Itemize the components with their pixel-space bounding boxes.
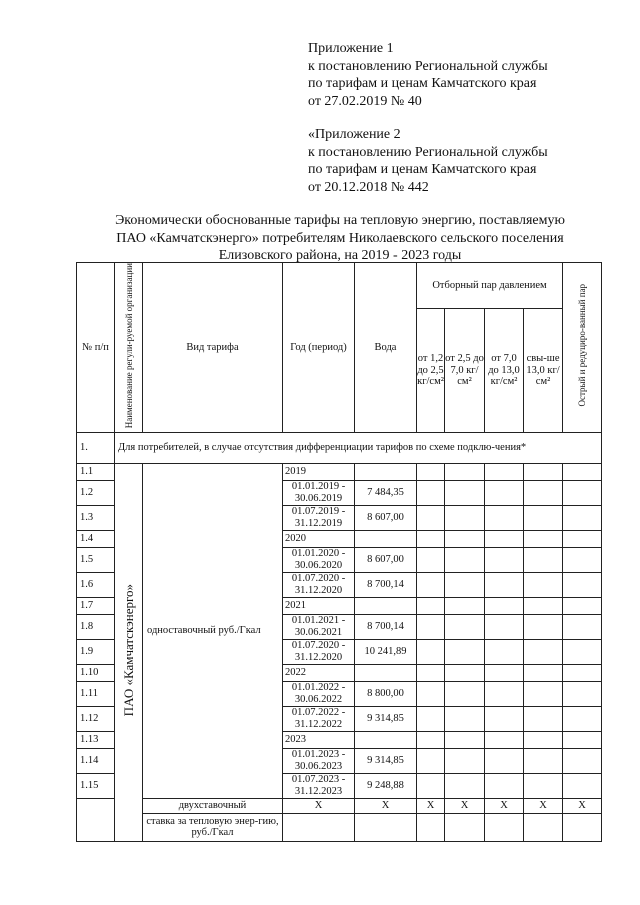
row-empty-cell xyxy=(445,639,485,664)
row-period: 01.07.2022 - 31.12.2022 xyxy=(283,706,355,731)
two-part-label: двухставочный xyxy=(143,798,283,813)
two-part-x-mark: X xyxy=(355,798,417,813)
row-empty-cell xyxy=(524,639,563,664)
two-part-x-mark: X xyxy=(445,798,485,813)
row-empty-cell xyxy=(485,597,524,614)
header-steam-1 xyxy=(417,309,445,432)
row-num: 1.13 xyxy=(77,731,115,748)
row-empty-cell xyxy=(445,614,485,639)
row-empty-cell xyxy=(417,597,445,614)
row-period: 01.01.2023 - 30.06.2023 xyxy=(283,748,355,773)
row-empty-cell xyxy=(485,639,524,664)
heat-rate-empty-cell xyxy=(485,813,524,841)
row-water-value: 7 484,35 xyxy=(355,480,417,505)
row-empty-cell xyxy=(485,748,524,773)
row-empty-cell xyxy=(417,530,445,547)
row-empty-cell xyxy=(445,572,485,597)
row-empty-cell xyxy=(417,463,445,480)
row-empty-cell xyxy=(417,748,445,773)
row-period: 01.01.2020 - 30.06.2020 xyxy=(283,547,355,572)
row-empty-cell xyxy=(563,572,602,597)
row-num: 1.12 xyxy=(77,706,115,731)
row-year: 2021 xyxy=(283,597,355,614)
row-water-value: 8 800,00 xyxy=(355,681,417,706)
row-num: 1.6 xyxy=(77,572,115,597)
appendix-1-line-1: Приложение 1 xyxy=(308,41,394,56)
appendix-2-line-1: «Приложение 2 xyxy=(308,127,401,142)
appendix-2-line-2: к постановлению Региональной службы xyxy=(308,144,548,160)
header-steam-2-text: от 2,5 до 7,0 кг/см² xyxy=(445,353,484,388)
row-period: 01.01.2021 - 30.06.2021 xyxy=(283,614,355,639)
row-empty-cell xyxy=(445,530,485,547)
header-tariff-type xyxy=(143,263,283,433)
row-empty-cell xyxy=(524,664,563,681)
two-part-x-mark: X xyxy=(524,798,563,813)
appendix-2-line-4: от 20.12.2018 № 442 xyxy=(308,179,429,195)
header-water-text: Вода xyxy=(374,341,397,353)
heat-rate-empty-cell xyxy=(417,813,445,841)
row-empty-cell xyxy=(445,748,485,773)
appendix-1-block xyxy=(308,40,548,110)
row-empty-cell xyxy=(445,547,485,572)
heat-rate-empty-cell xyxy=(445,813,485,841)
row-water-empty xyxy=(355,731,417,748)
tariff-single-label: одноставочный руб./Гкал xyxy=(143,463,283,798)
row-empty-cell xyxy=(485,706,524,731)
header-steam-3-text: от 7,0 до 13,0 кг/см² xyxy=(488,353,520,388)
row-empty-cell xyxy=(485,731,524,748)
row-empty-cell xyxy=(524,681,563,706)
row-empty-cell xyxy=(563,463,602,480)
row-empty-cell xyxy=(485,773,524,798)
row-empty-cell xyxy=(445,480,485,505)
row-empty-cell xyxy=(417,639,445,664)
tariff-table xyxy=(76,262,602,842)
row-empty-cell xyxy=(485,505,524,530)
row-empty-cell xyxy=(563,681,602,706)
row-empty-cell xyxy=(524,597,563,614)
row-water-empty xyxy=(355,463,417,480)
row-period: 01.07.2023 - 31.12.2023 xyxy=(283,773,355,798)
row-empty-cell xyxy=(417,664,445,681)
row-year: 2023 xyxy=(283,731,355,748)
row-water-value: 8 607,00 xyxy=(355,505,417,530)
row-empty-cell xyxy=(563,480,602,505)
row-empty-cell xyxy=(524,572,563,597)
appendix-2-line-3: по тарифам и ценам Камчатского края xyxy=(308,162,537,177)
section-title: Для потребителей, в случае отсутствия дифференциации тарифов по схеме подклю-чения* xyxy=(115,432,602,463)
appendix-2-block xyxy=(308,126,548,196)
row-empty-cell xyxy=(485,463,524,480)
header-num xyxy=(77,263,115,433)
row-empty-cell xyxy=(563,773,602,798)
row-num: 1.5 xyxy=(77,547,115,572)
row-water-value: 9 248,88 xyxy=(355,773,417,798)
appendix-1-line-3: по тарифам и ценам Камчатского края xyxy=(308,76,537,91)
header-year-text: Год (период) xyxy=(290,341,347,353)
row-empty-cell xyxy=(485,480,524,505)
header-org-text: Наименование регули-руемой организации xyxy=(123,263,134,429)
row-empty-cell xyxy=(563,706,602,731)
row-empty-cell xyxy=(524,731,563,748)
row-water-value: 9 314,85 xyxy=(355,706,417,731)
row-empty-cell xyxy=(524,614,563,639)
header-steam-2 xyxy=(445,309,485,432)
two-part-x-mark: X xyxy=(417,798,445,813)
row-num-empty xyxy=(77,798,115,841)
row-water-empty xyxy=(355,664,417,681)
table-row xyxy=(77,463,602,480)
row-num: 1.7 xyxy=(77,597,115,614)
row-empty-cell xyxy=(524,773,563,798)
row-empty-cell xyxy=(417,706,445,731)
row-num: 1.3 xyxy=(77,505,115,530)
row-empty-cell xyxy=(417,731,445,748)
row-empty-cell xyxy=(524,706,563,731)
row-empty-cell xyxy=(563,639,602,664)
row-num: 1.10 xyxy=(77,664,115,681)
title-line-3: Елизовского района, на 2019 - 2023 годы xyxy=(218,248,462,263)
row-empty-cell xyxy=(563,547,602,572)
row-empty-cell xyxy=(524,547,563,572)
row-period: 01.07.2020 - 31.12.2020 xyxy=(283,572,355,597)
header-steam-3 xyxy=(485,309,524,432)
row-water-value: 8 700,14 xyxy=(355,572,417,597)
row-num: 1.14 xyxy=(77,748,115,773)
row-empty-cell xyxy=(445,681,485,706)
row-year: 2020 xyxy=(283,530,355,547)
header-sharp-steam-text: Острый и редуциро-ванный пар xyxy=(577,284,588,407)
row-num: 1.8 xyxy=(77,614,115,639)
row-empty-cell xyxy=(417,614,445,639)
heat-rate-label: ставка за тепловую энер-гию, руб./Гкал xyxy=(143,813,283,841)
row-empty-cell xyxy=(485,664,524,681)
row-empty-cell xyxy=(524,480,563,505)
row-empty-cell xyxy=(524,748,563,773)
row-empty-cell xyxy=(485,547,524,572)
row-empty-cell xyxy=(417,572,445,597)
header-steam-4-text: свы-ше 13,0 кг/см² xyxy=(526,353,560,388)
row-water-value: 8 700,14 xyxy=(355,614,417,639)
two-part-x-mark: X xyxy=(563,798,602,813)
row-period: 01.01.2022 - 30.06.2022 xyxy=(283,681,355,706)
row-num: 1.15 xyxy=(77,773,115,798)
row-empty-cell xyxy=(524,463,563,480)
title-line-1: Экономически обоснованные тарифы на тепловую энергию, поставляемую xyxy=(115,213,565,228)
row-empty-cell xyxy=(445,505,485,530)
row-empty-cell xyxy=(445,463,485,480)
row-empty-cell xyxy=(445,773,485,798)
row-empty-cell xyxy=(417,681,445,706)
row-empty-cell xyxy=(563,748,602,773)
header-sharp-steam xyxy=(563,263,602,433)
row-empty-cell xyxy=(445,597,485,614)
row-empty-cell xyxy=(445,664,485,681)
header-org xyxy=(115,263,143,433)
appendix-1-line-2: к постановлению Региональной службы xyxy=(308,58,548,74)
row-empty-cell xyxy=(417,547,445,572)
row-empty-cell xyxy=(563,597,602,614)
row-empty-cell xyxy=(563,614,602,639)
row-empty-cell xyxy=(445,731,485,748)
row-empty-cell xyxy=(417,480,445,505)
row-num: 1.2 xyxy=(77,480,115,505)
row-water-value: 9 314,85 xyxy=(355,748,417,773)
row-num: 1.9 xyxy=(77,639,115,664)
row-year: 2022 xyxy=(283,664,355,681)
row-empty-cell xyxy=(485,572,524,597)
row-num: 1.4 xyxy=(77,530,115,547)
row-empty-cell xyxy=(563,664,602,681)
header-steam-4 xyxy=(524,309,563,432)
row-water-value: 10 241,89 xyxy=(355,639,417,664)
heat-rate-empty-cell xyxy=(355,813,417,841)
row-empty-cell xyxy=(524,530,563,547)
row-water-empty xyxy=(355,530,417,547)
row-period: 01.07.2019 - 31.12.2019 xyxy=(283,505,355,530)
row-empty-cell xyxy=(563,530,602,547)
heat-rate-empty-cell xyxy=(563,813,602,841)
appendix-1-line-4: от 27.02.2019 № 40 xyxy=(308,93,422,109)
heat-rate-empty-cell xyxy=(524,813,563,841)
heat-rate-empty-cell xyxy=(283,813,355,841)
row-empty-cell xyxy=(417,505,445,530)
document-title xyxy=(60,212,620,265)
header-steam-group xyxy=(417,263,563,309)
row-num: 1.11 xyxy=(77,681,115,706)
org-name: ПАО «Камчатскэнерго» xyxy=(120,584,136,717)
row-empty-cell xyxy=(485,614,524,639)
header-num-text: № п/п xyxy=(82,341,109,353)
title-line-2: ПАО «Камчатскэнерго» потребителям Николаевского сельского поселения xyxy=(116,230,564,246)
two-part-x-mark: X xyxy=(485,798,524,813)
row-empty-cell xyxy=(563,505,602,530)
header-steam-1-text: от 1,2 до 2,5 кг/см² xyxy=(417,353,444,388)
row-period: 01.01.2019 - 30.06.2019 xyxy=(283,480,355,505)
section-num: 1. xyxy=(77,432,115,463)
row-empty-cell xyxy=(485,530,524,547)
row-water-value: 8 607,00 xyxy=(355,547,417,572)
table-row-heat-rate xyxy=(77,813,602,841)
row-empty-cell xyxy=(563,731,602,748)
row-year: 2019 xyxy=(283,463,355,480)
row-empty-cell xyxy=(445,706,485,731)
row-num: 1.1 xyxy=(77,463,115,480)
row-empty-cell xyxy=(524,505,563,530)
header-steam-group-text: Отборный пар давлением xyxy=(432,279,547,291)
row-empty-cell xyxy=(485,681,524,706)
header-tariff-type-text: Вид тарифа xyxy=(186,341,239,353)
table-row-two-part xyxy=(77,798,602,813)
header-year xyxy=(283,263,355,433)
row-water-empty xyxy=(355,597,417,614)
header-water xyxy=(355,263,417,433)
row-period: 01.07.2020 - 31.12.2020 xyxy=(283,639,355,664)
org-name-cell xyxy=(115,463,143,841)
two-part-x-mark: X xyxy=(283,798,355,813)
row-empty-cell xyxy=(417,773,445,798)
